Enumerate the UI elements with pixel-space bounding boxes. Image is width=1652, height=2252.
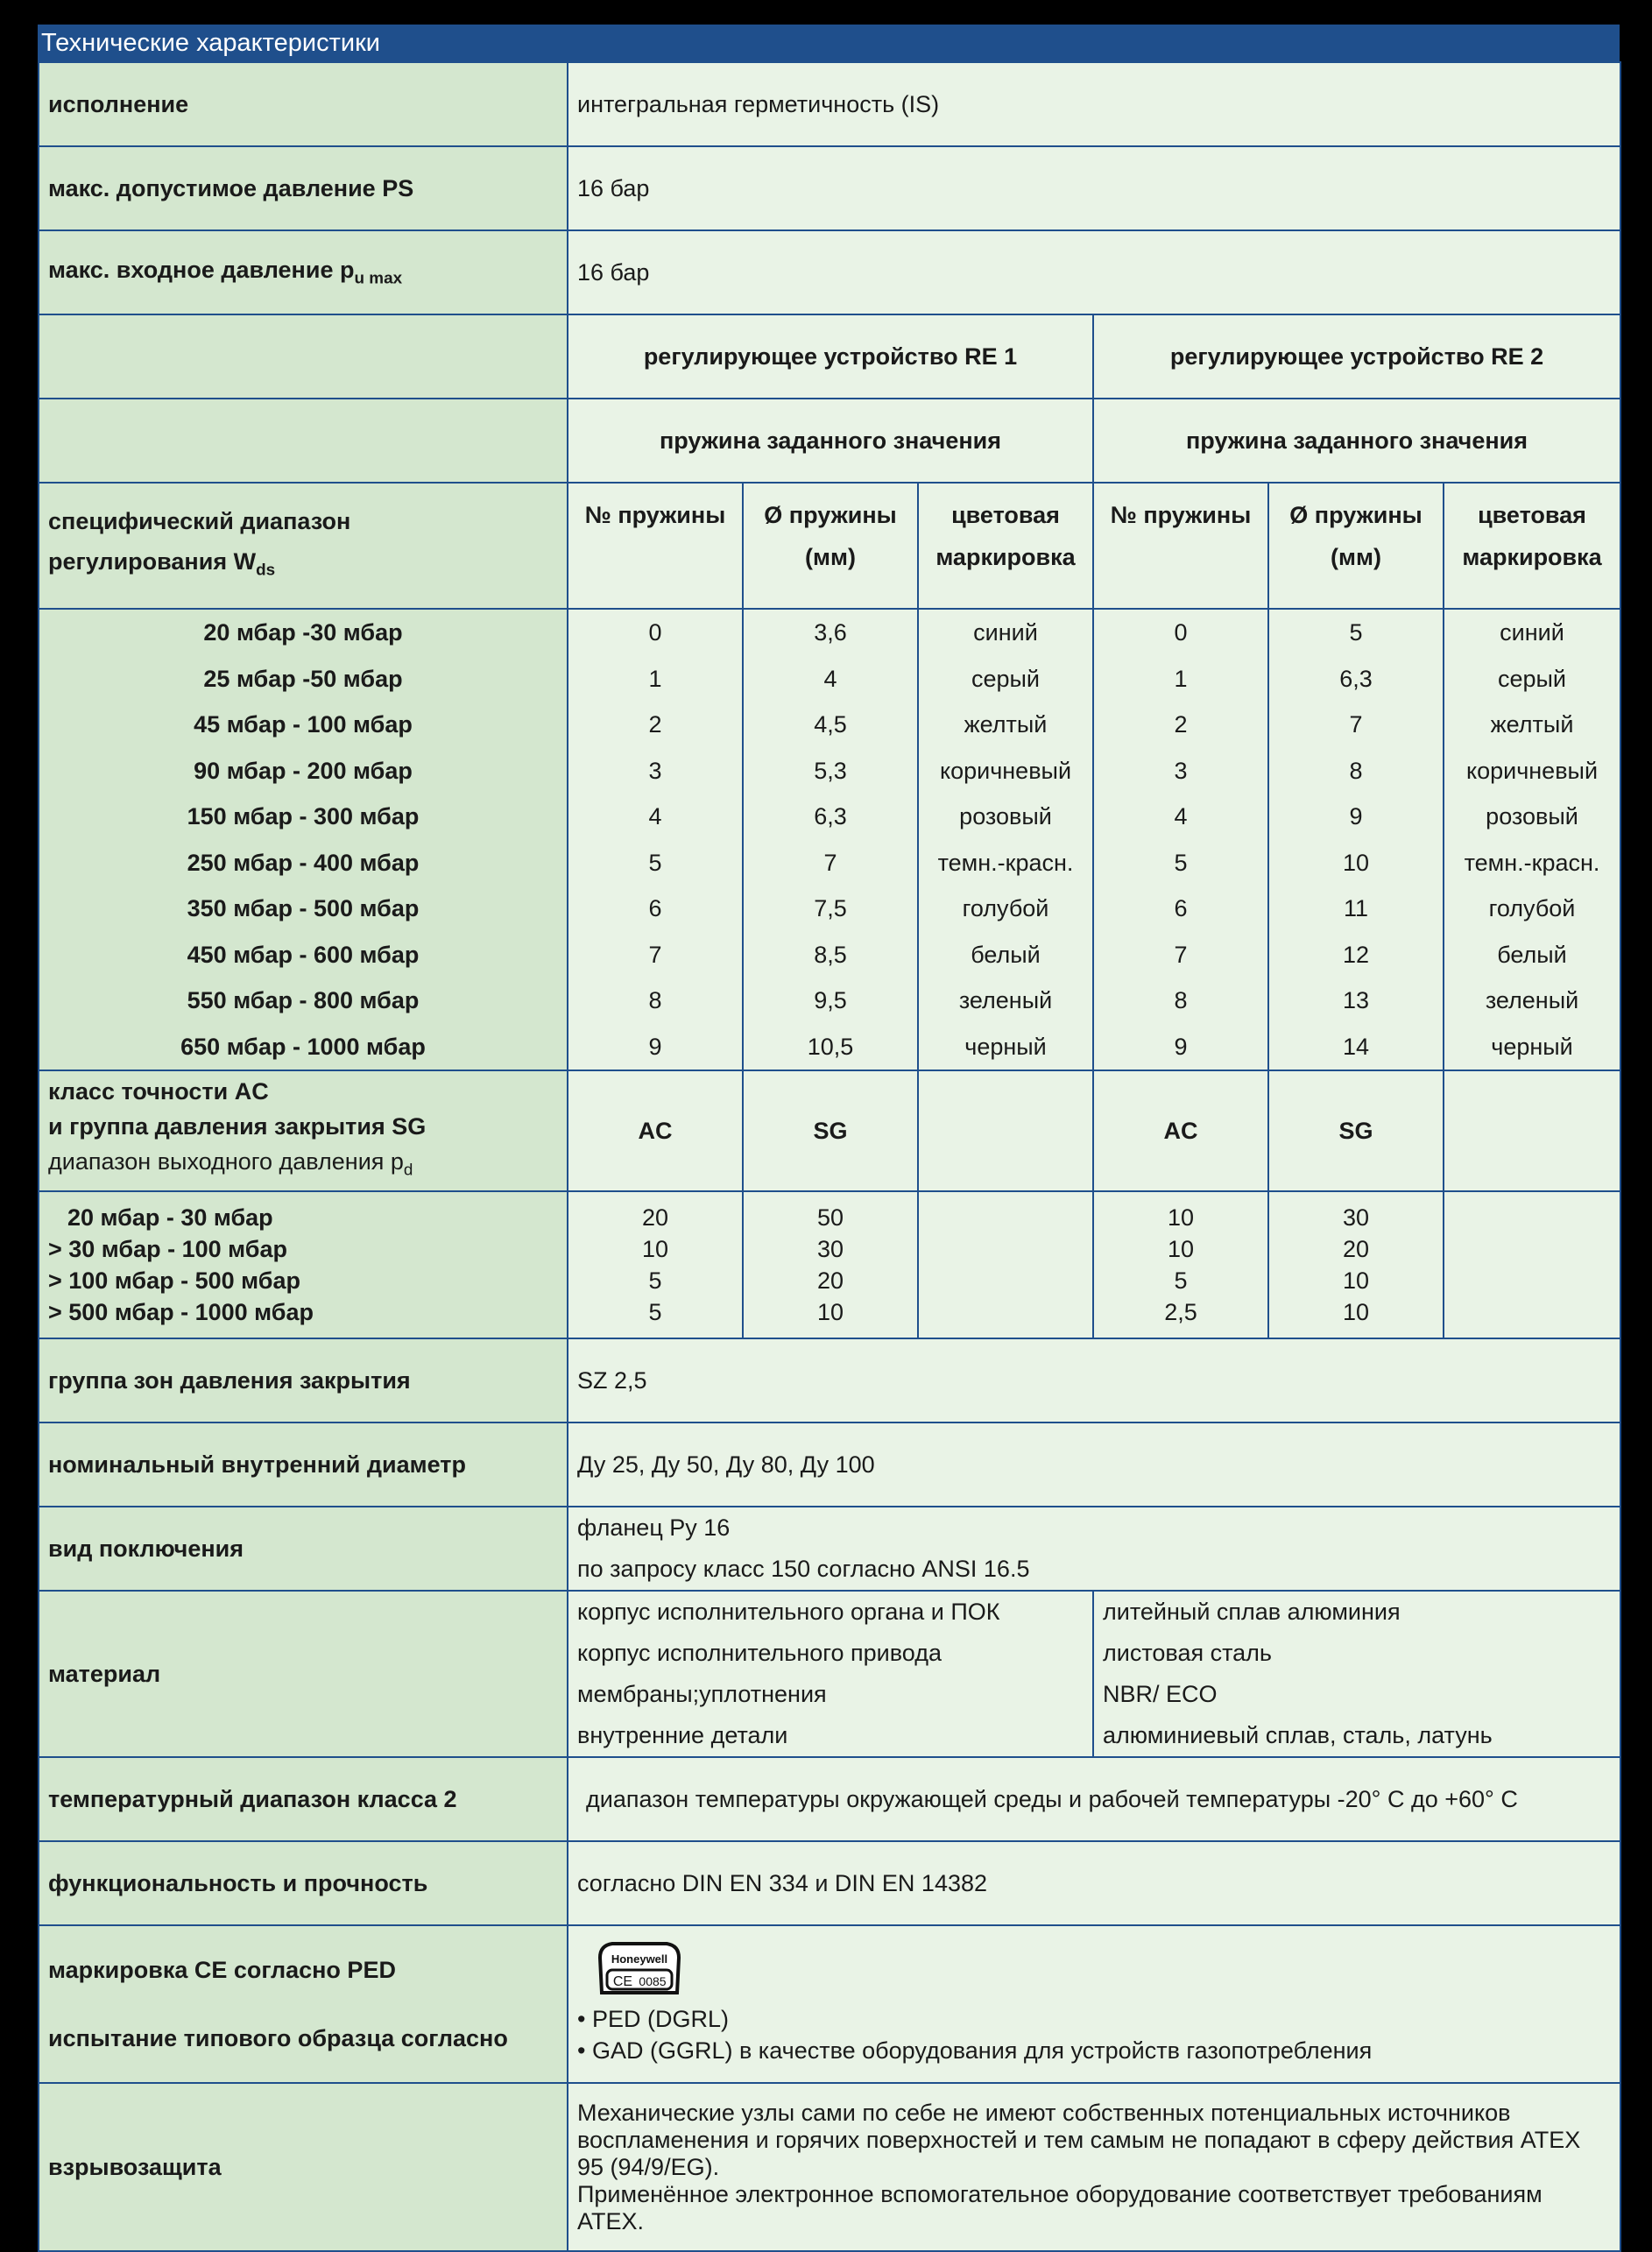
re1-spring-set: пружина заданного значения xyxy=(568,399,1093,483)
re2-col-color: цветовая маркировка xyxy=(1444,483,1620,609)
re2-ac-values: 10 10 5 2,5 xyxy=(1093,1191,1268,1338)
execution-value: интегральная герметичность (IS) xyxy=(568,62,1620,146)
ce-value xyxy=(568,1925,1620,2083)
list-item: 45 мбар - 100 мбар xyxy=(194,711,413,738)
re2-col-num: № пружины xyxy=(1093,483,1268,609)
row-closing-zone xyxy=(39,1338,1620,1423)
row-max-pressure xyxy=(39,146,1620,230)
re2-spring-diameters: 5 6,3 7 8 9 10 11 12 13 14 xyxy=(1268,609,1444,1070)
re2-spring-colors: синий серый желтый коричневый розовый темн.-красн. голубой белый зеленый черный xyxy=(1444,609,1620,1070)
list-item: внутренние детали xyxy=(577,1722,788,1748)
row-nominal-diameter xyxy=(39,1423,1620,1507)
list-item: 20 мбар - 30 мбар xyxy=(67,1204,273,1231)
list-item: литейный сплав алюминия xyxy=(1103,1599,1401,1625)
execution-label: исполнение xyxy=(39,62,568,146)
re2-header: регулирующее устройство RE 2 xyxy=(1093,314,1620,399)
row-connection xyxy=(39,1507,1620,1591)
row-spring-set xyxy=(39,399,1620,483)
re1-sg-values: 50 30 20 10 xyxy=(743,1191,918,1338)
row-temperature xyxy=(39,1757,1620,1841)
re1-col-diam: Ø пружины (мм) xyxy=(743,483,918,609)
list-item: корпус исполнительного органа и ПОК xyxy=(577,1599,1000,1625)
list-item: 650 мбар - 1000 мбар xyxy=(180,1033,426,1060)
re1-ac-header: AC xyxy=(568,1070,743,1191)
accuracy-ranges xyxy=(39,1191,568,1338)
connection-label: вид поключения xyxy=(39,1507,568,1591)
accuracy-label: класс точности AC и группа давления закрытия SG диапазон выходного давления $p_d$ xyxy=(39,1070,568,1191)
logo-ce: CE xyxy=(612,1974,633,1989)
max-inlet-label: макс. входное давление $p_{u max}$ xyxy=(39,230,568,314)
spec-sheet xyxy=(38,25,1620,2248)
list-item: • PED (DGRL) xyxy=(577,2006,729,2032)
max-pressure-label: макс. допустимое давление PS xyxy=(39,146,568,230)
row-ce xyxy=(39,1925,1620,2083)
list-item: NBR/ ECO xyxy=(1103,1681,1218,1707)
closing-zone-label: группа зон давления закрытия xyxy=(39,1338,568,1423)
row-material xyxy=(39,1591,1620,1757)
re1-sg-header: SG xyxy=(743,1070,918,1191)
row-execution xyxy=(39,62,1620,146)
re1-header: регулирующее устройство RE 1 xyxy=(568,314,1093,399)
explosion-value: Механические узлы сами по себе не имеют собственных потенциальных источников воспламенения и горячих поверхностей и тем самым не попадают в сферу действия ATEX 95 (94/9/EG). Применённое электронное вспомогательное оборудование соответствует требованиям ATEX. xyxy=(568,2083,1620,2251)
list-item: 20 мбар -30 мбар xyxy=(203,619,403,646)
list-item: • GAD (GGRL) в качестве оборудования для устройств газопотребления xyxy=(577,2037,1373,2064)
row-explosion xyxy=(39,2083,1620,2251)
list-item: 90 мбар - 200 мбар xyxy=(194,757,413,784)
list-item: 350 мбар - 500 мбар xyxy=(187,895,420,921)
re1-spring-diameters: 3,6 4 4,5 5,3 6,3 7 7,5 8,5 9,5 10,5 xyxy=(743,609,918,1070)
logo-brand: Honeywell xyxy=(611,1952,668,1966)
re2-spring-set: пружина заданного значения xyxy=(1093,399,1620,483)
re1-ac-values: 20 10 5 5 xyxy=(568,1191,743,1338)
re1-spring-numbers: 0 1 2 3 4 5 6 7 8 9 xyxy=(568,609,743,1070)
list-item: 450 мбар - 600 мбар xyxy=(187,941,420,968)
connection-value: фланец Ру 16 по запросу класс 150 согласно ANSI 16.5 xyxy=(568,1507,1620,1591)
regulators-empty-label xyxy=(39,314,568,399)
re1-col-color: цветовая маркировка xyxy=(918,483,1093,609)
re2-sg-values: 30 20 10 10 xyxy=(1268,1191,1444,1338)
max-inlet-value: 16 бар xyxy=(568,230,1620,314)
list-item: алюминиевый сплав, сталь, латунь xyxy=(1103,1722,1493,1748)
re1-col-num: № пружины xyxy=(568,483,743,609)
list-item: мембраны;уплотнения xyxy=(577,1681,827,1707)
row-spring-data xyxy=(39,609,1620,1070)
list-item: > 30 мбар - 100 мбар xyxy=(48,1236,287,1262)
re2-sg-header: SG xyxy=(1268,1070,1444,1191)
row-regulators xyxy=(39,314,1620,399)
material-parts xyxy=(568,1591,1093,1757)
material-values xyxy=(1093,1591,1620,1757)
re1-empty-values xyxy=(918,1191,1093,1338)
nominal-diameter-label: номинальный внутренний диаметр xyxy=(39,1423,568,1507)
spring-set-empty-label xyxy=(39,399,568,483)
function-value: согласно DIN EN 334 и DIN EN 14382 xyxy=(568,1841,1620,1925)
list-item: листовая сталь xyxy=(1103,1640,1272,1666)
max-pressure-value: 16 бар xyxy=(568,146,1620,230)
section-title: Технические характеристики xyxy=(38,25,1620,61)
material-label: материал xyxy=(39,1591,568,1757)
spec-table xyxy=(38,61,1621,2252)
explosion-label: взрывозащита xyxy=(39,2083,568,2251)
closing-zone-value: SZ 2,5 xyxy=(568,1338,1620,1423)
list-item: 250 мбар - 400 мбар xyxy=(187,849,420,876)
re2-empty-header xyxy=(1444,1070,1620,1191)
re2-spring-numbers: 0 1 2 3 4 5 6 7 8 9 xyxy=(1093,609,1268,1070)
row-accuracy-data xyxy=(39,1191,1620,1338)
list-item: > 100 мбар - 500 мбар xyxy=(48,1267,300,1294)
list-item: > 500 мбар - 1000 мбар xyxy=(48,1299,314,1325)
list-item: корпус исполнительного привода xyxy=(577,1640,942,1666)
re1-spring-colors: синий серый желтый коричневый розовый темн.-красн. голубой белый зеленый черный xyxy=(918,609,1093,1070)
re1-empty-header xyxy=(918,1070,1093,1191)
list-item: 150 мбар - 300 мбар xyxy=(187,803,420,829)
re2-col-diam: Ø пружины (мм) xyxy=(1268,483,1444,609)
row-spring-header xyxy=(39,483,1620,609)
nominal-diameter-value: Ду 25, Ду 50, Ду 80, Ду 100 xyxy=(568,1423,1620,1507)
ce-label: маркировка CE согласно PED испытание типового образца согласно xyxy=(39,1925,568,2083)
list-item: 25 мбар -50 мбар xyxy=(203,665,403,692)
temperature-value: диапазон температуры окружающей среды и рабочей температуры -20° C до +60° C xyxy=(568,1757,1620,1841)
row-function xyxy=(39,1841,1620,1925)
re2-empty-values xyxy=(1444,1191,1620,1338)
row-accuracy-header xyxy=(39,1070,1620,1191)
row-max-inlet xyxy=(39,230,1620,314)
list-item: 550 мбар - 800 мбар xyxy=(187,987,420,1013)
spring-ranges xyxy=(39,609,568,1070)
range-label: специфический диапазон регулирования $W_{ds}$ xyxy=(39,483,568,609)
temperature-label: температурный диапазон класса 2 xyxy=(39,1757,568,1841)
function-label: функциональность и прочность xyxy=(39,1841,568,1925)
ce-mark-logo xyxy=(591,1938,688,2000)
re2-ac-header: AC xyxy=(1093,1070,1268,1191)
logo-number: 0085 xyxy=(639,1974,667,1988)
